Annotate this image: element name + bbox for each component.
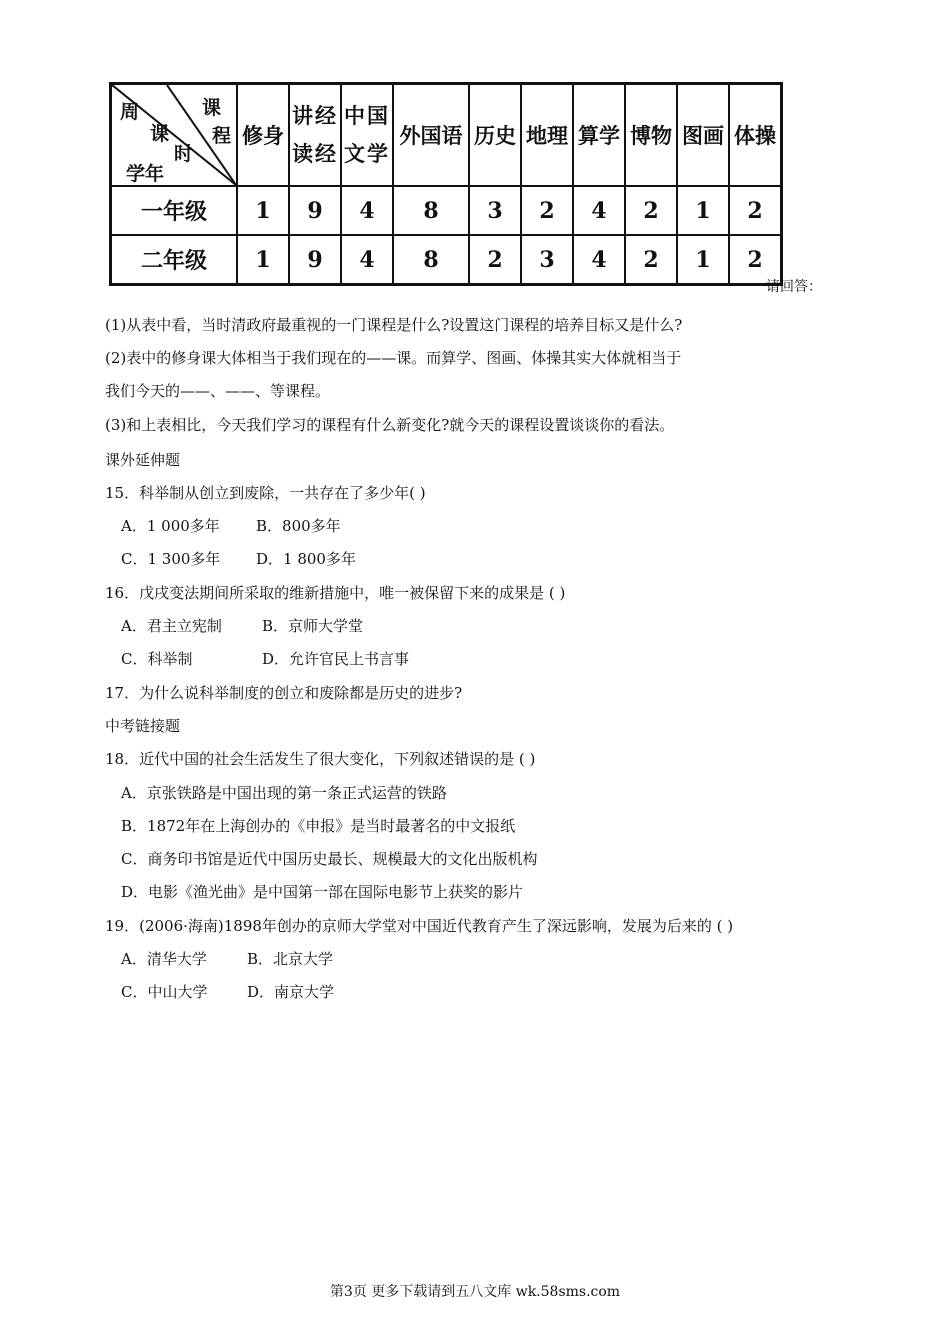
q18-option-c: C．商务印书馆是近代中国历史最长、规模最大的文化出版机构: [121, 850, 538, 868]
col-header: 地理: [521, 84, 573, 187]
q15-option-b: B．800多年: [256, 517, 341, 535]
q19-option-a: A．清华大学: [121, 950, 207, 968]
table-cell: 4: [341, 235, 393, 285]
question-16: 16．戊戌变法期间所采取的维新措施中，唯一被保留下来的成果是 ( ): [105, 584, 566, 602]
table-cell: 1: [237, 186, 289, 235]
question-2-line-1: (2)表中的修身课大体相当于我们现在的——课。而算学、图画、体操其实大体就相当于: [105, 349, 682, 367]
table-cell: 2: [521, 186, 573, 235]
q19-option-b: B．北京大学: [247, 950, 334, 968]
corner-lesson-2: 课: [202, 97, 222, 119]
col-header: 图画: [677, 84, 729, 187]
corner-period: 时: [174, 143, 194, 165]
q18-option-d: D．电影《渔光曲》是中国第一部在国际电影节上获奖的影片: [121, 883, 524, 901]
col-header: 博物: [625, 84, 677, 187]
table-cell: 3: [521, 235, 573, 285]
table-row: [111, 186, 782, 235]
q16-option-b: B．京师大学堂: [262, 617, 364, 635]
row-label: 一年级: [111, 186, 238, 235]
table-cell: 9: [289, 235, 341, 285]
table-cell: 8: [393, 186, 469, 235]
table-cell: 4: [341, 186, 393, 235]
q19-option-c: C．中山大学: [121, 983, 208, 1001]
table-header-row: [111, 84, 782, 187]
col-header: 算学: [573, 84, 625, 187]
answer-prompt: 请回答：: [766, 279, 822, 295]
q18-option-a: A．京张铁路是中国出现的第一条正式运营的铁路: [121, 784, 447, 802]
corner-year: 学年: [126, 163, 165, 185]
table-cell: 2: [469, 235, 521, 285]
question-15: 15．科举制从创立到废除，一共存在了多少年( ): [105, 484, 426, 502]
schedule-grid: [109, 82, 783, 286]
q15-option-d: D．1 800多年: [256, 550, 356, 568]
col-header: 体操: [729, 84, 782, 187]
section-title-extension: 课外延伸题: [105, 451, 181, 469]
section-title-exam: 中考链接题: [105, 717, 181, 735]
q15-option-c: C．1 300多年: [121, 550, 221, 568]
question-17: 17．为什么说科举制度的创立和废除都是历史的进步?: [105, 684, 463, 702]
q16-option-a: A．君主立宪制: [121, 617, 222, 635]
table-cell: 2: [729, 186, 782, 235]
q15-option-a: A．1 000多年: [121, 517, 220, 535]
table-cell: 1: [677, 235, 729, 285]
q16-option-c: C．科举制: [121, 650, 193, 668]
page-footer: 第3页 更多下载请到五八文库 wk.58sms.com: [329, 1284, 621, 1300]
col-header: 讲经 读经: [289, 84, 341, 187]
col-header: 外国语: [393, 84, 469, 187]
question-19: 19．(2006·海南)1898年创办的京师大学堂对中国近代教育产生了深远影响，发展为后来的 ( ): [105, 917, 734, 935]
table-cell: 1: [677, 186, 729, 235]
col-header: 中国 文学: [341, 84, 393, 187]
table-cell: 1: [237, 235, 289, 285]
table-cell: 9: [289, 186, 341, 235]
table-cell: 2: [625, 186, 677, 235]
question-3: (3)和上表相比，今天我们学习的课程有什么新变化?就今天的课程设置谈谈你的看法。: [105, 416, 675, 434]
table-cell: 4: [573, 186, 625, 235]
question-18: 18．近代中国的社会生活发生了很大变化，下列叙述错误的是 ( ): [105, 750, 536, 768]
row-label: 二年级: [111, 235, 238, 285]
corner-lesson: 课: [150, 123, 170, 145]
table-row: [111, 235, 782, 285]
col-header: 修身: [237, 84, 289, 187]
question-1: (1)从表中看，当时清政府最重视的一门课程是什么?设置这门课程的培养目标又是什么?: [105, 316, 683, 334]
corner-cell: [111, 84, 238, 187]
q19-option-d: D．南京大学: [247, 983, 335, 1001]
col-header: 历史: [469, 84, 521, 187]
table-cell: 2: [625, 235, 677, 285]
table-cell: 8: [393, 235, 469, 285]
corner-week: 周: [120, 101, 140, 123]
q18-option-b: B．1872年在上海创办的《申报》是当时最著名的中文报纸: [121, 817, 516, 835]
q16-option-d: D．允许官民上书言事: [262, 650, 410, 668]
corner-course: 程: [212, 125, 232, 147]
course-schedule-table: [109, 82, 783, 286]
table-cell: 2: [729, 235, 782, 285]
question-2-line-2: 我们今天的——、——、等课程。: [105, 382, 331, 400]
table-cell: 4: [573, 235, 625, 285]
table-cell: 3: [469, 186, 521, 235]
